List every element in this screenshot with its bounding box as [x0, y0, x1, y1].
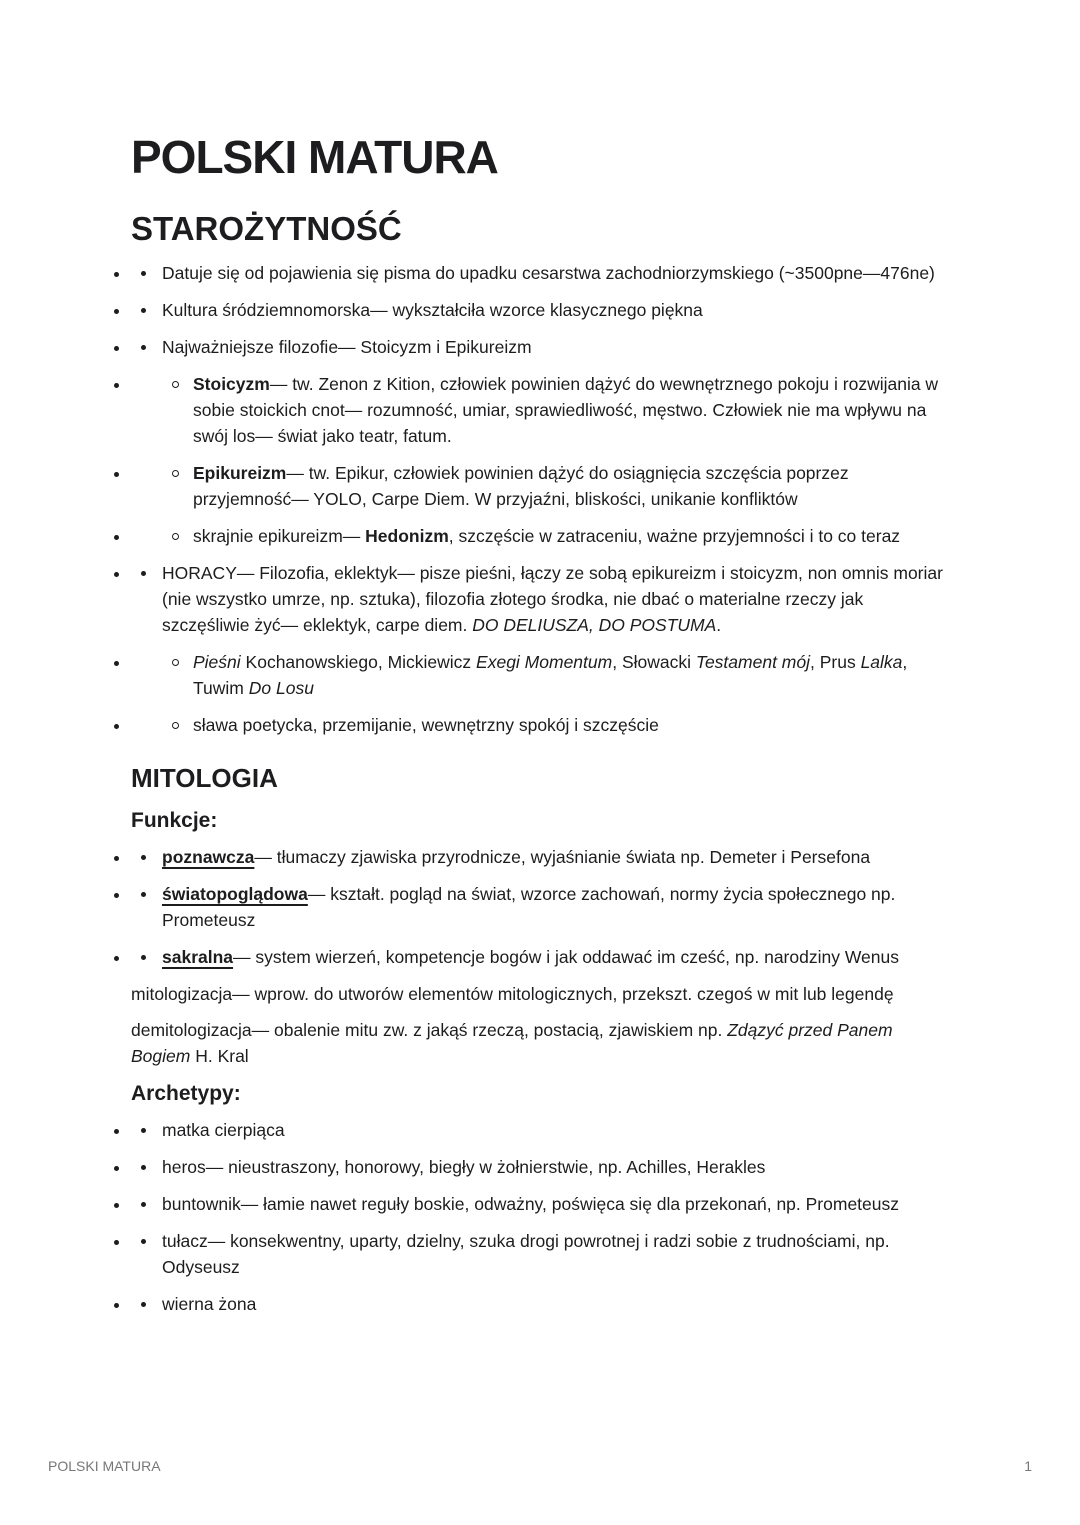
list-item	[131, 1191, 951, 1217]
text-segment: , Prus	[810, 652, 861, 672]
list-item	[131, 1228, 951, 1280]
minor-heading: Archetypy:	[131, 1082, 241, 1105]
text-segment: — kształt. pogląd na świat, wzorce zachowań, normy życia społecznego np. Prometeusz	[162, 884, 896, 930]
text-segment: , Tuwim	[193, 652, 908, 698]
bold-term: Epikureizm	[193, 463, 287, 483]
paragraph	[131, 1017, 951, 1069]
paragraph	[131, 981, 951, 1007]
text-segment: sława poetycka, przemijanie, wewnętrzny spokój i szczęście	[193, 715, 659, 735]
italic-title: Testament mój	[695, 652, 810, 672]
list-item	[131, 1154, 951, 1180]
list-item	[131, 1291, 951, 1317]
text-segment: .	[716, 615, 722, 635]
text-segment: Najważniejsze filozofie— Stoicyzm i Epikureizm	[162, 337, 532, 357]
text-segment: buntownik— łamie nawet reguły boskie, odważny, poświęca się dla przekonań, np. Prometeusz	[162, 1194, 900, 1214]
sub-list-item	[131, 371, 951, 449]
italic-title: Lalka	[860, 652, 903, 672]
text-segment: Datuje się od pojawienia się pisma do upadku cesarstwa zachodniorzymskiego (~3500pne—476ne)	[162, 263, 935, 283]
text-segment: wierna żona	[162, 1294, 257, 1314]
sub-list-item	[131, 649, 951, 701]
text-segment: — tw. Zenon z Kition, człowiek powinien dążyć do wewnętrznego pokoju i rozwijania w sobie stoickich cnot— rozumność, umiar, sprawiedliwość, męstwo. Człowiek nie ma wpływu na swój los— świat jako teatr, fatum.	[193, 374, 939, 446]
list-item	[131, 297, 951, 323]
list-item	[131, 334, 951, 360]
bold-term: Hedonizm	[365, 526, 449, 546]
list-item	[131, 1117, 951, 1143]
text-segment: , szczęście w zatraceniu, ważne przyjemności i to co teraz	[448, 526, 901, 546]
text-segment: heros— nieustraszony, honorowy, biegły w żołnierstwie, np. Achilles, Herakles	[162, 1157, 766, 1177]
italic-title: Pieśni	[193, 652, 241, 672]
text-segment: tułacz— konsekwentny, uparty, dzielny, szuka drogi powrotnej i radzi sobie z trudnościami, np. Odyseusz	[162, 1231, 890, 1277]
text-segment: — tłumaczy zjawiska przyrodnicze, wyjaśnianie świata np. Demeter i Persefona	[254, 847, 871, 867]
text-segment: skrajnie epikureizm—	[193, 526, 366, 546]
italic-title: Exegi Momentum	[476, 652, 613, 672]
bold-term: poznawcza	[162, 847, 255, 867]
section-heading: STAROŻYTNOŚĆ	[131, 210, 402, 247]
list-item	[131, 844, 951, 870]
italic-title: Zdązyć przed Panem Bogiem	[131, 1020, 893, 1066]
sub-list-item	[131, 460, 951, 512]
page-number: 1	[1024, 1458, 1032, 1474]
minor-heading: Funkcje:	[131, 809, 218, 832]
subsection-heading: MITOLOGIA	[131, 763, 278, 793]
text-segment: — tw. Epikur, człowiek powinien dążyć do osiągnięcia szczęścia poprzez przyjemność— YOLO, Carpe Diem. W przyjaźni, bliskości, unikanie konfliktów	[193, 463, 849, 509]
text-segment: H. Kral	[190, 1046, 249, 1066]
sub-list-item	[131, 523, 951, 549]
bold-term: Stoicyzm	[193, 374, 270, 394]
text-segment: HORACY— Filozofia, eklektyk— pisze pieśni, łączy ze sobą epikureizm i stoicyzm, non omnis moriar (nie wszystko umrze, np. sztuka), filozofia złotego środka, nie dbać o materialne rzeczy jak szczęśliwie żyć— eklektyk, carpe diem.	[162, 563, 943, 635]
document-title: POLSKI MATURA	[131, 131, 498, 183]
text-segment: Kochanowskiego, Mickiewicz	[240, 652, 477, 672]
text-segment: matka cierpiąca	[162, 1120, 285, 1140]
document-content	[131, 208, 951, 1317]
italic-title: Do Losu	[248, 678, 314, 698]
document-body	[131, 128, 951, 1328]
bold-term: sakralna	[162, 947, 234, 967]
list-item	[131, 560, 951, 638]
footer-title: POLSKI MATURA	[48, 1458, 161, 1474]
text-segment: — system wierzeń, kompetencje bogów i jak oddawać im cześć, np. narodziny Wenus	[233, 947, 899, 967]
text-segment: Kultura śródziemnomorska— wykształciła wzorce klasycznego piękna	[162, 300, 703, 320]
list-item	[131, 260, 951, 286]
bold-term: światopoglądowa	[162, 884, 308, 904]
sub-list-item	[131, 712, 951, 738]
italic-title: DO DELIUSZA, DO POSTUMA	[472, 615, 717, 635]
text-segment: mitologizacja— wprow. do utworów elementów mitologicznych, przekszt. czegoś w mit lub legendę	[131, 984, 894, 1004]
list-item	[131, 881, 951, 933]
text-segment: demitologizacja— obalenie mitu zw. z jakąś rzeczą, postacią, zjawiskiem np.	[131, 1020, 728, 1040]
text-segment: , Słowacki	[612, 652, 696, 672]
list-item	[131, 944, 951, 970]
